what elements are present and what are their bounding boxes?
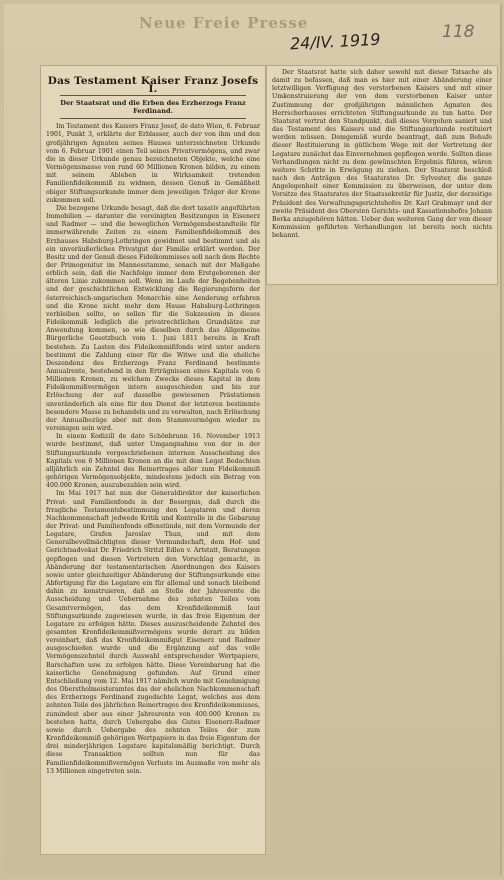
article-paragraph: Im Testament des Kaisers Franz Josef, de dato Wien, 6. Februar 1901, Punkt 3, erklärte der Erblasser, auch der von ihm und den großjährigen Agnaten seines Hauses unterzeichneten Urkunde vom 6. Februar 1901 einen Teil seines Privatvermögens, und zwar die in dieser Urkunde genau bezeichneten Objekte, welche eine Vermögensmasse von rund 60 Millionen Kronen bilden, zu einem mit seinem Ableben in Wirksamkeit tretenden Familienfideikommiß zu widmen, dessen Genuß in Gemäßheit obiger Stiftungsurkunde immer dem jeweiligen Träger der Krone zukommen soll. [46,123,260,204]
article-paragraph: Im Mai 1917 hat nun der Generaldirektor der kaiserlichen Privat- und Familienfonds in der Besorgnis, daß durch die frragliche Testamentsbestimmung den Legataren und deren Nachkommenschaft jedwede Kritik und Kontrolle in die Gebarung der Privat- und Familienfonds offenstünde, mit dem Vormunde der Legatare, Grafen Jaroslav Thun, und mit dem Generalbevollmächtigten dieser Vormundschaft, dem Hof- und Gerichtsadvokat Dr. Friedrich Stritzl Edlen v. Artstatt, Beratungen gepflogen und diesen Vertretern den Vorschlag gemacht, in Abänderung der testamentarischen Anordnungen des Kaisers sowie unter gleichzeitiger Abänderung der Stiftungsurkunde eine Abfertigung für die Legatare ein für allemal und sonach bleibend dahin zu konstruieren, daß an Stelle der Jahresrente die Ausscheidung und Uebernahme des zehnten Teiles vom Gesamtvermögen, das dem Kronfideikommiß laut Stiftungsurkunde zugewiesen wurde, in das freie Eigentum der Legatare zu erfolgen hätte. Dieses auszuscheidende Zehntel des gesamten Kronfideikommißvermögens wurde derart zu bilden vereinbart, daß das Kronfideikommißgut Eisenerz und Radmer ausgeschieden wurde und die Ergänzung auf das volle Vermögenszehntel durch Auswahl entsprechender Wertpapiere, Barschaften usw. zu erfolgen hätte. Diese Vereinbarung hat die kaiserliche Genehmigung gefunden. Auf Grund einer Entschließung vom 12. Mai 1917 nämlich wurde mit Genehmigung des Oberstholmeisteramtes das der ehelichen Nachkommenschaft des Erzherzogs Ferdinand zugedachte Legat, welches aus dem zehnten Teile des jährlichen Reinertrages des Kronfideikommisses, zumindest aber aus einer Jahresrente von 400.000 Kronen zu bestehen hatte, durch Uebergabe des Gutes Eisenerz-Radmer sowie durch Uebergabe des zehnten Teiles der zum Kronfideikommiß gehörigen Wertpapiere in das freie Eigentum der drei minderjährigen Legatare kapitalsmäßig berichtigt. Durch diese Transaktion sollten nun für das Familienfideikommißvermögen Verluste im Ausmaße von mehr als 13 Millionen eingetreten sein. [46,490,260,775]
article-paragraph: In einem Kodizill de dato Schönbrunn 16. November 1913 wurde bestimmt, daß unter Umgangnahme von der in der Stiftungsurkunde vorgeschriebenen internen Ausscheidung des Kapitals von 6 Millionen Kronen an die mit dem Legat Bedachten alljährlich ein Zehntel des Reinertrages aller zum Fideikommiß gehörigen Vermögensobjekte, mindestens jedoch ein Betrag von 400.000 Kronen, auszubezahlen sein wird. [46,433,260,490]
article-subtitle: Der Staatsrat und die Erben des Erzherzogs Franz Ferdinand. [60,99,246,116]
article-paragraph: Die bezogene Urkunde besagt, daß die dort taxativ angeführten Immobilien — darunter die vereinigten Besitzungen in Eisenerz und Radmer — und die beweglichen Vermögensbestandteile für immerwährende Zeiten zu einem Familienfideikommiß des Erzhauses Habsburg-Lothringen gewidmet und bestimmt und als ein unveräußerliches Privatgut der Familie erklärt werden. Der Besitz und der Genuß dieses Fideikommisses soll nach dem Rechte der Primogenitur im Mannesstamme, sonach mit der Maßgabe erblich sein, daß die Nachfolge immer dem Erstgeborenen der älteren Linie zukommen soll. Wenn im Laufe der Begebenheiten und der geschichtlichen Entwicklung die Regierungsform der österreichisch-ungarischen Monarchie eine Aenderung erfahren und die Krone nicht mehr dem Hause Habsburg-Lothringen verbleiben sollte, so sollen für die Sukzession in dieses Fideikommiß lediglich die privatrechtlichen Grundsätze zur Anwendung kommen, so wie dieselben durch das Allgemeine Bürgerliche Gesetzbuch vom 1. Juni 1811 bereits in Kraft bestehen. Zu Lasten des Fideikommißfonds wird unter andern bestimmt die Zahlung einer für die Witwe und die eheliche Deszendenz des Erzherzogs Franz Ferdinand bestimmte Annualrente, bestehend in den Erträgnissen eines Kapitals von 6 Millionen Kronen, zu welchem Zwecke dieses Kapital in dem Fideikommißvermögen intern ausgeschieden und bis zur Erlöschung der auf dasselbe gewiesenen Prästationen unveränderlich als eine für den Dienst der letzteren bestimmte besondere Masse zu behandeln und zu verwalten, nach Erlöschung der Annualbezüge aber mit dem Stammvermögen wieder zu vereinigen sein wird. [46,204,260,433]
title-rule [60,95,246,96]
subtitle-rule [60,118,246,119]
article-paragraph: Der Staatsrat hatte sich daher sowohl mit dieser Tatsache als damit zu befassen, daß man es hier mit einer Abänderung einer letztwilligen Verfügung des verstorbenen Kaisers und mit einer Umkonstruierung der von dem verstorbenen Kaiser unter Zustimmung der großjährigen männlichen Agnaten des Herrscherhauses errichteten Stiftungsurkunde zu tun hatte. Der Staatsrat vertrat den Standpunkt, daß dieses Vorgehen saniert und das Testament des Kaisers und die Stiftungsurkunde restituiert werden müssen. Demgemäß wurde beantragt, daß zum Behufe dieser Restituierung in gütlichem Wege mit der Vertretung der Legatare zunächst das Einvernehmen gepflogen werde. Sollten diese Verhandlungen nicht zu dem gewünschten Ergebnis führen, wären weitere Schritte in Erwägung zu ziehen. Der Staatsrat beschloß nach den Anträgen des Staatsrates Dr. Sylvester, die ganze Angelegenheit einer Kommission zu überweisen, der unter dem Vorsitze des Staatsrates der Staatssekretär für Justiz, der derzeitige Präsident des Verwaltungsgerichtshofes Dr. Karl Grabmayr und der zweite Präsident des Obersten Gerichts- und Kassationshofes Johann Berka anzugehören hätten. Ueber den weiteren Gang der von dieser Kommission geführten Verhandlungen ist bereits noch nichts bekannt. [272,69,492,240]
clipping-right-column [266,65,498,285]
handwritten-number: 118 [442,22,475,42]
clipping-left-column [40,65,266,855]
article-title: Das Testament Kaiser Franz Josefs I. [47,75,259,96]
masthead: Neue Freie Presse [139,14,309,32]
handwritten-date: 24/IV. 1919 [289,29,381,54]
